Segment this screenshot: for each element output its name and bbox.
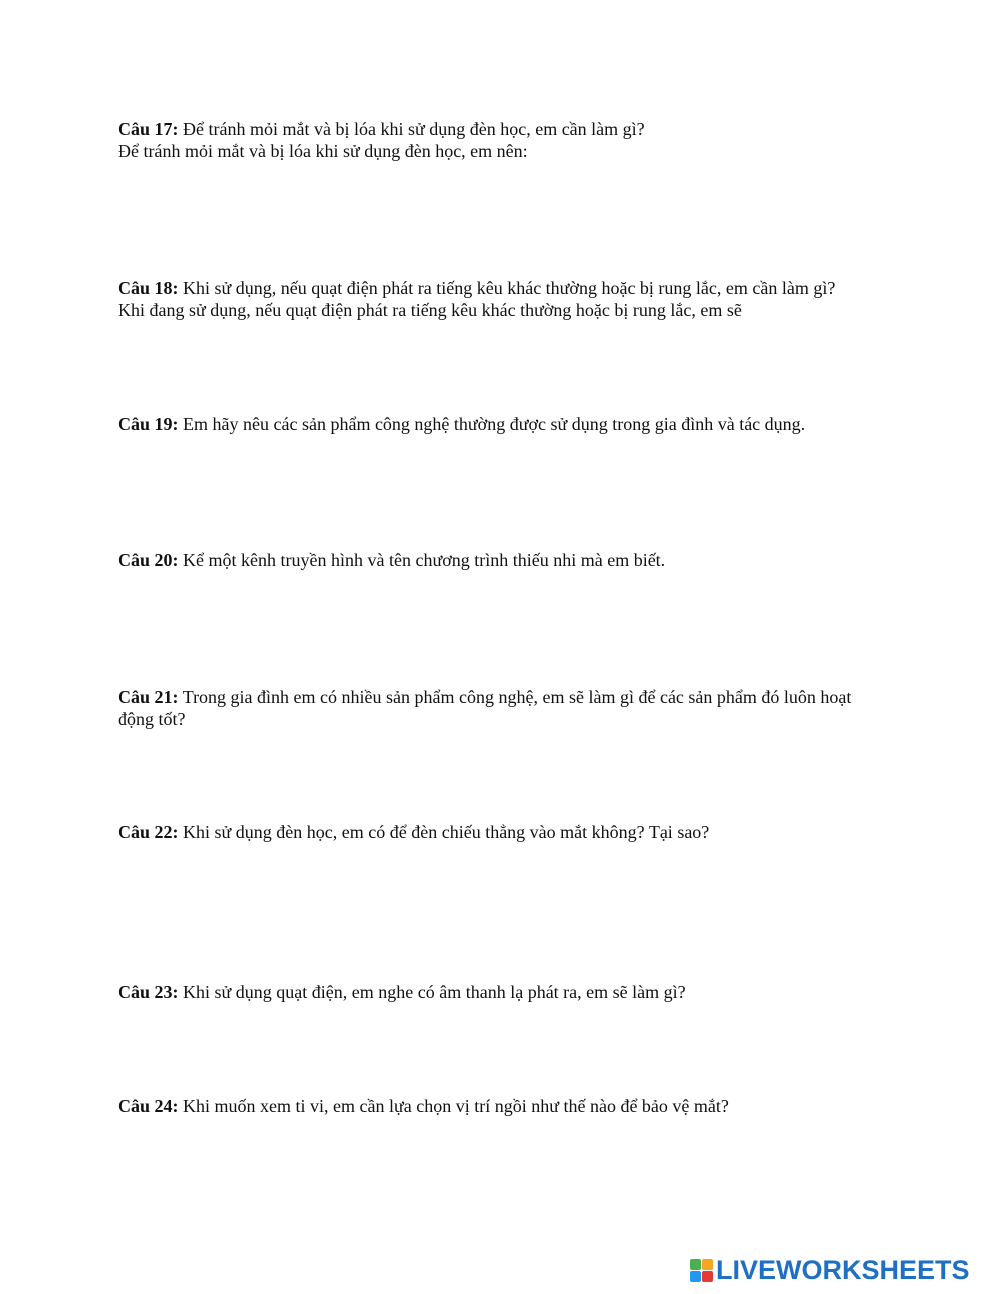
question-text: Câu 19: Em hãy nêu các sản phẩm công nghệ thường được sử dụng trong gia đình và tác dụng. — [118, 414, 806, 434]
question-text: Câu 21: Trong gia đình em có nhiều sản phẩm công nghệ, em sẽ làm gì để các sản phẩm đó luôn hoạt động tốt? — [118, 687, 852, 729]
question-label: Câu 19: — [118, 414, 179, 434]
question-label: Câu 17: — [118, 119, 179, 139]
question-text: Câu 24: Khi muốn xem ti vi, em cần lựa chọn vị trí ngồi như thế nào để bảo vệ mắt? — [118, 1096, 729, 1116]
question-label: Câu 22: — [118, 822, 179, 842]
question-label: Câu 24: — [118, 1096, 179, 1116]
logo-text: LIVEWORKSHEETS — [716, 1255, 970, 1285]
question-17 — [118, 118, 888, 162]
question-label: Câu 20: — [118, 550, 179, 570]
question-text: Câu 18: Khi sử dụng, nếu quạt điện phát ra tiếng kêu khác thường hoặc bị rung lắc, em cần làm gì? — [118, 278, 836, 298]
question-text: Câu 23: Khi sử dụng quạt điện, em nghe có âm thanh lạ phát ra, em sẽ làm gì? — [118, 982, 686, 1002]
question-23 — [118, 981, 888, 1003]
question-22 — [118, 821, 888, 843]
liveworksheets-logo — [690, 1256, 970, 1284]
question-21 — [118, 686, 888, 730]
question-18 — [118, 277, 888, 321]
question-text: Câu 22: Khi sử dụng đèn học, em có để đèn chiếu thẳng vào mắt không? Tại sao? — [118, 822, 710, 842]
question-text: Câu 20: Kể một kênh truyền hình và tên chương trình thiếu nhi mà em biết. — [118, 550, 666, 570]
question-24 — [118, 1095, 888, 1117]
question-19 — [118, 413, 888, 435]
question-20 — [118, 549, 888, 571]
answer-prompt: Để tránh mỏi mắt và bị lóa khi sử dụng đèn học, em nên: — [118, 141, 528, 161]
answer-prompt: Khi đang sử dụng, nếu quạt điện phát ra tiếng kêu khác thường hoặc bị rung lắc, em sẽ — [118, 300, 742, 320]
question-label: Câu 23: — [118, 982, 179, 1002]
question-label: Câu 21: — [118, 687, 179, 707]
question-text: Câu 17: Để tránh mỏi mắt và bị lóa khi sử dụng đèn học, em cần làm gì? — [118, 119, 645, 139]
logo-tiles-icon — [690, 1259, 713, 1282]
question-label: Câu 18: — [118, 278, 179, 298]
